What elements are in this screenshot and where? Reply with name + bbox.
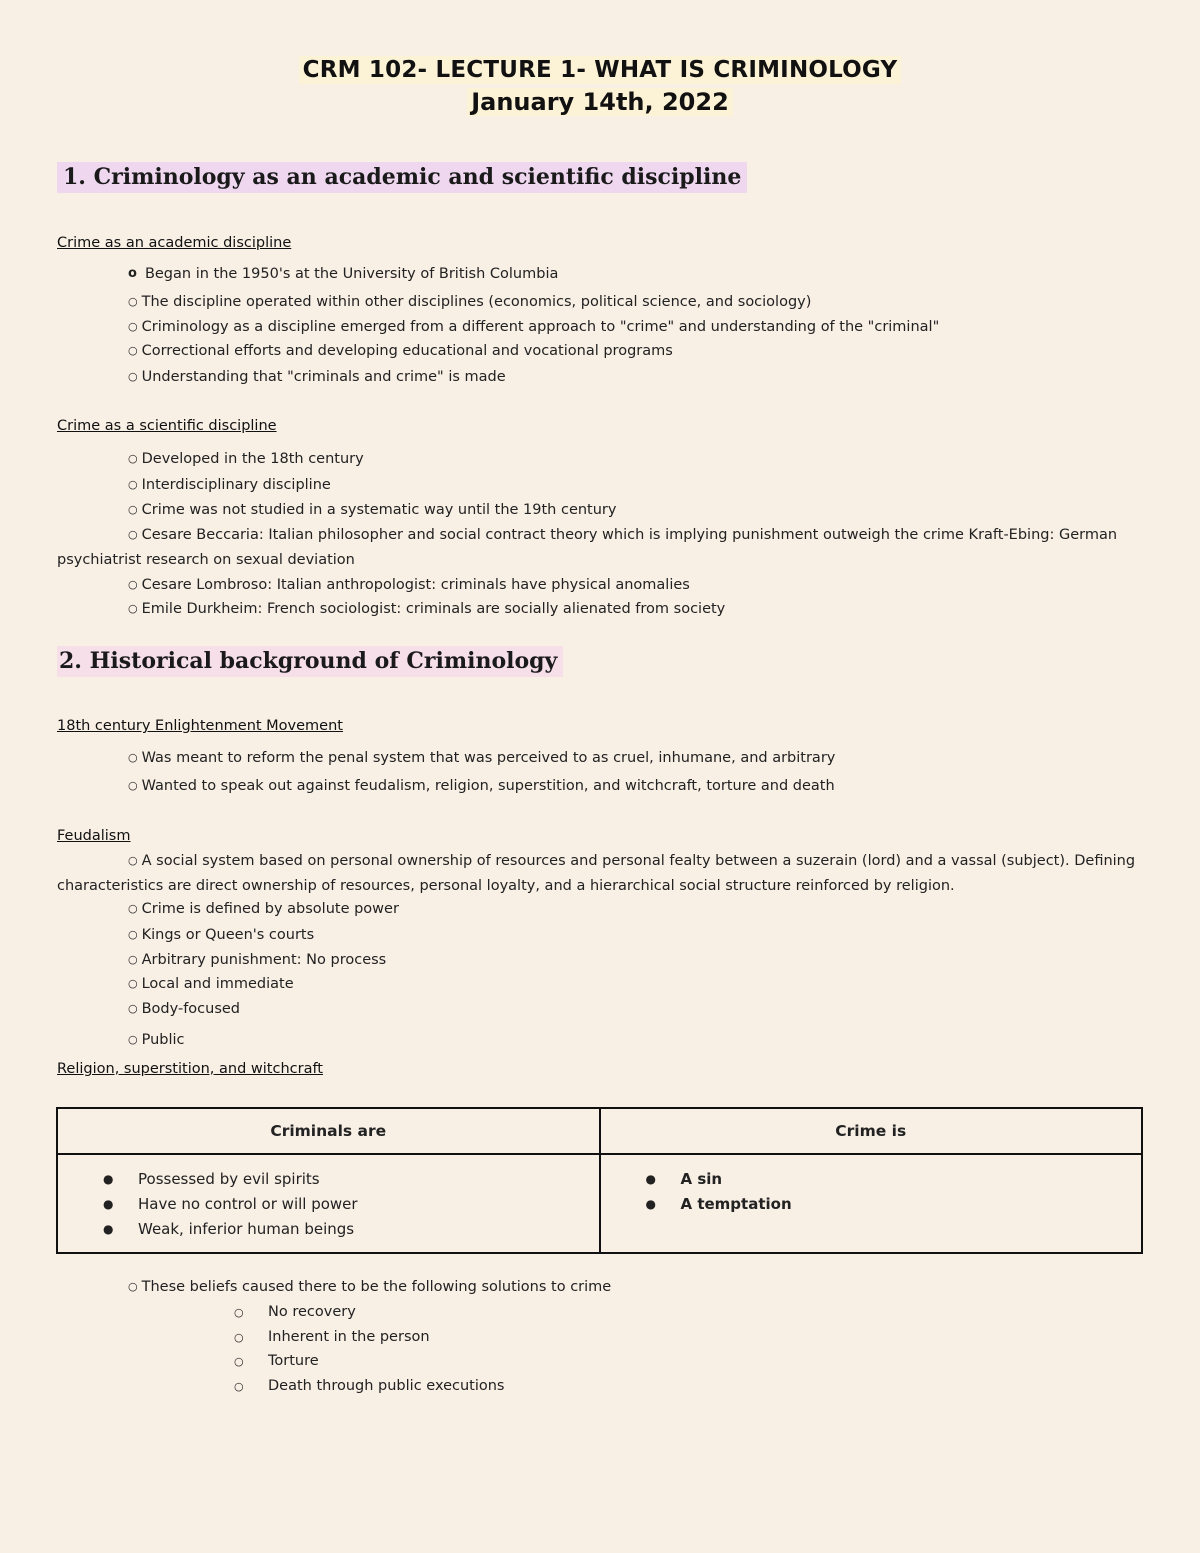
list-item: ● Possessed by evil spirits bbox=[58, 1167, 599, 1192]
section-1-heading: 1. Criminology as an academic and scientific discipline bbox=[57, 162, 747, 193]
bullet-icon: ○ bbox=[128, 854, 138, 867]
document-date: January 14th, 2022 bbox=[0, 88, 1200, 116]
list-item: ○ Inherent in the person bbox=[234, 1329, 430, 1345]
bullet-icon: ● bbox=[103, 1172, 114, 1186]
list-item: ○ Death through public executions bbox=[234, 1378, 505, 1394]
bullet-icon: ○ bbox=[128, 452, 138, 465]
list-item: ○ Correctional efforts and developing educational and vocational programs bbox=[128, 343, 673, 359]
list-item: ○ Cesare Lombroso: Italian anthropologist: criminals have physical anomalies bbox=[128, 577, 690, 593]
list-item: ○ Cesare Beccaria: Italian philosopher and social contract theory which is implying punishment outweigh the crime Kraft-Ebing: German psychiatrist research on sexual deviation bbox=[57, 522, 1137, 573]
list-item: ○ Emile Durkheim: French sociologist: criminals are socially alienated from society bbox=[128, 601, 726, 617]
document-title: CRM 102- LECTURE 1- WHAT IS CRIMINOLOGY bbox=[299, 56, 902, 84]
list-item: ○ A social system based on personal ownership of resources and personal fealty between a suzerain (lord) and a vassal (subject). Defining characteristics are direct ownership of resources, personal loyalty, and a hierarchical social structure reinforced by religion. bbox=[57, 848, 1137, 899]
table-header-criminals: Criminals are bbox=[57, 1108, 600, 1154]
list-item: ○ These beliefs caused there to be the following solutions to crime bbox=[128, 1279, 612, 1295]
list-item: ○ Public bbox=[128, 1032, 185, 1048]
title-block bbox=[0, 56, 1200, 116]
academic-discipline-label: Crime as an academic discipline bbox=[57, 235, 292, 251]
list-item: ○ Kings or Queen's courts bbox=[128, 927, 315, 943]
bullet-icon: ○ bbox=[128, 953, 138, 966]
section-2-heading: 2. Historical background of Criminology bbox=[57, 646, 563, 677]
bullet-icon: ● bbox=[103, 1197, 114, 1211]
list-item: ○ Torture bbox=[234, 1353, 319, 1369]
criminals-cell bbox=[57, 1154, 600, 1253]
crime-cell bbox=[600, 1154, 1143, 1253]
bullet-icon: ○ bbox=[128, 295, 138, 308]
bullet-icon: ○ bbox=[128, 370, 138, 383]
bullet-icon: ○ bbox=[128, 320, 138, 333]
list-item: ○ Interdisciplinary discipline bbox=[128, 477, 331, 493]
list-item: ○ Crime was not studied in a systematic way until the 19th century bbox=[128, 502, 617, 518]
list-item: o Began in the 1950's at the University of British Columbia bbox=[128, 266, 559, 282]
beliefs-table bbox=[56, 1107, 1143, 1254]
list-item: ○ Understanding that "criminals and crime" is made bbox=[128, 369, 506, 385]
table-header-crime: Crime is bbox=[600, 1108, 1143, 1154]
bullet-icon: ○ bbox=[128, 602, 138, 615]
bullet-icon: ○ bbox=[128, 1280, 138, 1293]
list-item: ○ Developed in the 18th century bbox=[128, 451, 364, 467]
bullet-icon: ○ bbox=[128, 902, 138, 915]
bullet-icon: ● bbox=[103, 1222, 114, 1236]
list-item: ○ No recovery bbox=[234, 1304, 356, 1320]
bullet-icon: ○ bbox=[128, 751, 138, 764]
list-item: ○ Wanted to speak out against feudalism, religion, superstition, and witchcraft, torture and death bbox=[128, 778, 835, 794]
bullet-icon: ○ bbox=[128, 344, 138, 357]
list-item: ● Weak, inferior human beings bbox=[58, 1217, 599, 1242]
list-item: ○ Criminology as a discipline emerged from a different approach to "crime" and understanding of the "criminal" bbox=[128, 319, 940, 335]
list-item: ● A sin bbox=[601, 1167, 1142, 1192]
bullet-icon: ○ bbox=[234, 1331, 244, 1344]
bullet-icon: ○ bbox=[128, 578, 138, 591]
bullet-icon: ○ bbox=[128, 779, 138, 792]
list-item: ● A temptation bbox=[601, 1192, 1142, 1217]
feudalism-label: Feudalism bbox=[57, 828, 131, 844]
list-item: ○ The discipline operated within other disciplines (economics, political science, and sociology) bbox=[128, 294, 812, 310]
bullet-icon: ○ bbox=[128, 478, 138, 491]
bullet-icon: ○ bbox=[128, 503, 138, 516]
bullet-icon: ○ bbox=[234, 1306, 244, 1319]
list-item: ● Have no control or will power bbox=[58, 1192, 599, 1217]
bullet-icon: ○ bbox=[234, 1380, 244, 1393]
bullet-icon: ○ bbox=[234, 1355, 244, 1368]
list-item: ○ Crime is defined by absolute power bbox=[128, 901, 399, 917]
enlightenment-label: 18th century Enlightenment Movement bbox=[57, 718, 343, 734]
scientific-discipline-label: Crime as a scientific discipline bbox=[57, 418, 277, 434]
bullet-icon: ○ bbox=[128, 977, 138, 990]
list-item: ○ Was meant to reform the penal system that was perceived to as cruel, inhumane, and arbitrary bbox=[128, 750, 836, 766]
bullet-icon: ○ bbox=[128, 928, 138, 941]
list-item: ○ Local and immediate bbox=[128, 976, 294, 992]
list-item: ○ Body-focused bbox=[128, 1001, 241, 1017]
table-row bbox=[57, 1154, 1142, 1253]
bullet-icon: ● bbox=[645, 1172, 656, 1186]
list-item: ○ Arbitrary punishment: No process bbox=[128, 952, 387, 968]
bullet-icon: ○ bbox=[128, 1033, 138, 1046]
bullet-icon: ○ bbox=[128, 1002, 138, 1015]
religion-label: Religion, superstition, and witchcraft bbox=[57, 1061, 323, 1077]
bullet-icon: ● bbox=[645, 1197, 656, 1211]
bullet-icon: ○ bbox=[128, 528, 138, 541]
bullet-icon: o bbox=[128, 266, 137, 281]
